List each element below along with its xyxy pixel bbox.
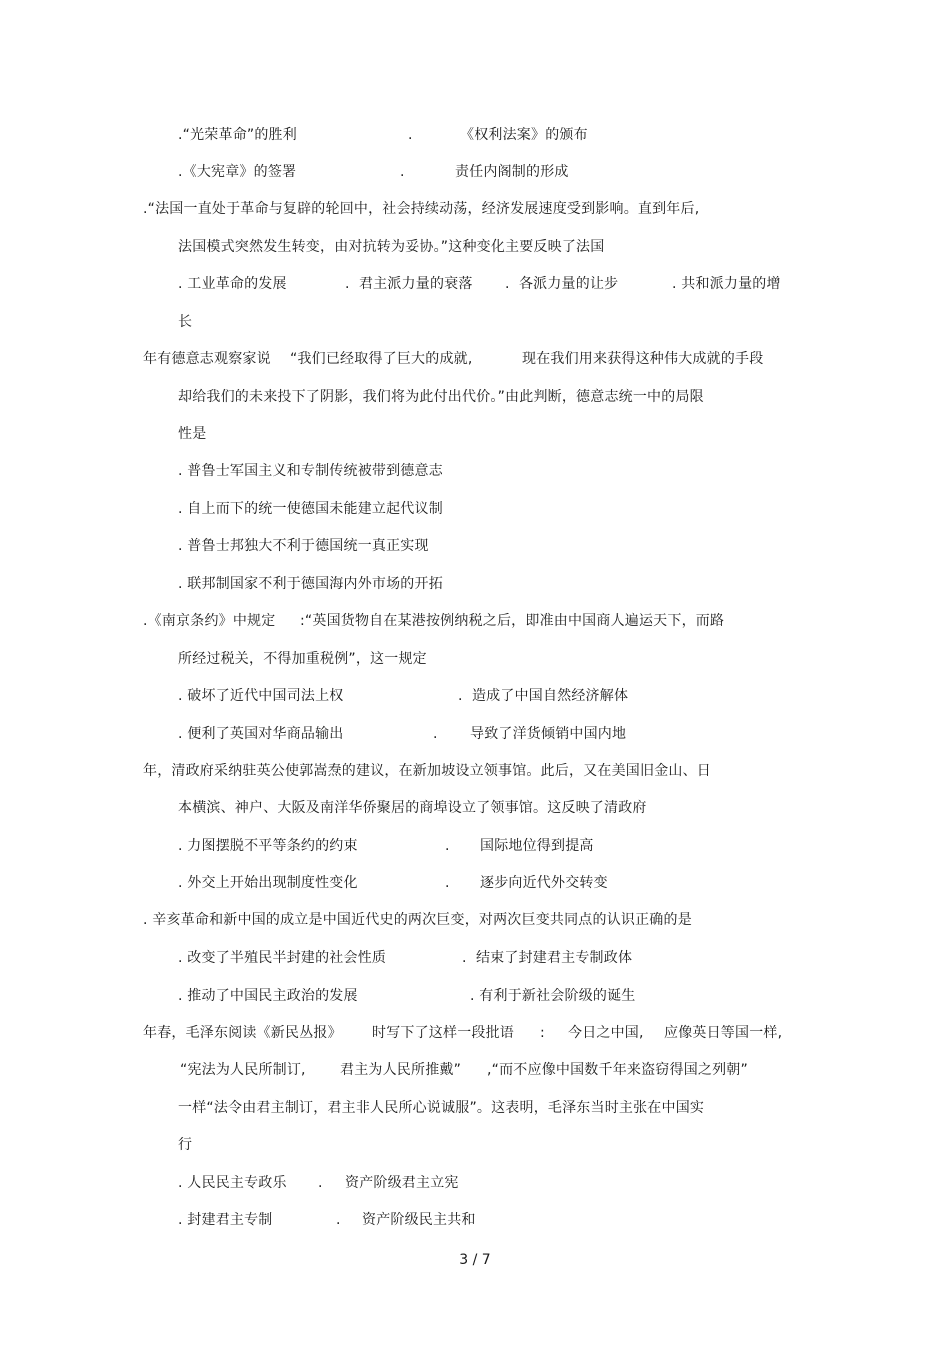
question-stem: :“英国货物自在某港按例纳税之后，即准由中国商人遍运天下，而路 <box>300 613 725 629</box>
question-stem: 现在我们用来获得这种伟大成就的手段 <box>522 351 764 367</box>
question-stem: 行 <box>178 1137 193 1153</box>
option-line: 资产阶级民主共和 <box>362 1212 476 1228</box>
option-line: . 改变了半殖民半封建的社会性质 <box>178 950 387 966</box>
question-stem: 法国模式突然发生转变，由对抗转为妥协。”这种变化主要反映了法国 <box>178 239 605 255</box>
question-stem: 君主为人民所推戴” <box>340 1062 462 1078</box>
option-line: .《大宪章》的签署 <box>178 164 297 180</box>
question-stem: 年，清政府采纳驻英公使郭嵩焘的建议，在新加坡设立领事馆。此后，又在美国旧金山、日 <box>143 763 711 779</box>
question-stem: 所经过税关，不得加重税例”，这一规定 <box>178 651 427 667</box>
question-stem: . 辛亥革命和新中国的成立是中国近代史的两次巨变，对两次巨变共同点的认识正确的是 <box>143 912 692 928</box>
option-line: 国际地位得到提高 <box>480 838 594 854</box>
option-line: . 外交上开始出现制度性变化 <box>178 875 358 891</box>
option-line: 逐步向近代外交转变 <box>480 875 608 891</box>
option-line: . 普鲁士军国主义和专制传统被带到德意志 <box>178 463 443 479</box>
option-line: . 破坏了近代中国司法上权 <box>178 688 344 704</box>
option-line: . 普鲁士邦独大不利于德国统一真正实现 <box>178 538 429 554</box>
option-line: 责任内阁制的形成 <box>455 164 569 180</box>
question-stem: 今日之中国, <box>568 1025 644 1041</box>
option-line: 《权利法案》的颁布 <box>460 127 588 143</box>
option-line: . 便利了英国对华商品输出 <box>178 726 344 742</box>
question-stem: ,“而不应像中国数千年来盗窃得国之列朝” <box>487 1062 748 1078</box>
option-line: . 推动了中国民主政治的发展 <box>178 988 358 1004</box>
question-stem: 性是 <box>178 426 207 442</box>
option-line: . 结束了封建君主专制政体 <box>462 950 633 966</box>
question-stem: .《南京条约》中规定 <box>143 613 276 629</box>
question-stem: 年春，毛泽东阅读《新民丛报》 <box>143 1025 342 1041</box>
option-marker: . <box>408 127 413 143</box>
option-line: . 封建君主专制 <box>178 1212 273 1228</box>
option-line: . 力图摆脱不平等条约的约束 <box>178 838 358 854</box>
option-line: . 共和派力量的增 <box>672 276 781 292</box>
option-line: . 有利于新社会阶级的诞生 <box>470 988 636 1004</box>
option-marker: . <box>445 838 450 854</box>
option-marker: . <box>433 726 438 742</box>
option-marker: . <box>318 1175 323 1191</box>
question-stem: .“法国一直处于革命与复辟的轮回中，社会持续动荡，经济发展速度受到影响。直到年后, <box>143 201 700 217</box>
option-line: . 君主派力量的衰落 <box>345 276 473 292</box>
question-stem: “宪法为人民所制订, <box>180 1062 306 1078</box>
question-stem: 时写下了这样一段批语 <box>372 1025 514 1041</box>
option-marker: . <box>400 164 405 180</box>
option-line: .“光荣革命”的胜利 <box>178 127 297 143</box>
option-line: 长 <box>178 314 193 330</box>
question-stem: 本横滨、神户、大阪及南洋华侨聚居的商埠设立了领事馆。这反映了清政府 <box>178 800 647 816</box>
question-stem: 一样“法令由君主制订，君主非人民所心说诚服”。这表明，毛泽东当时主张在中国实 <box>178 1100 705 1116</box>
question-stem: 却给我们的未来投下了阴影，我们将为此付出代价。”由此判断，德意志统一中的局限 <box>178 389 704 405</box>
option-line: 资产阶级君主立宪 <box>345 1175 459 1191</box>
question-stem: 应像英日等国一样, <box>664 1025 783 1041</box>
option-line: . 自上而下的统一使德国未能建立起代议制 <box>178 501 443 517</box>
option-line: . 各派力量的让步 <box>505 276 619 292</box>
option-marker: . <box>336 1212 341 1228</box>
option-line: . 人民民主专政乐 <box>178 1175 287 1191</box>
option-line: . 联邦制国家不利于德国海内外市场的开拓 <box>178 576 443 592</box>
question-stem: “我们已经取得了巨大的成就, <box>290 351 473 367</box>
option-line: . 工业革命的发展 <box>178 276 287 292</box>
option-line: 导致了洋货倾销中国内地 <box>470 726 627 742</box>
option-marker: . <box>445 875 450 891</box>
option-line: . 造成了中国自然经济解体 <box>458 688 629 704</box>
page-number: 3 / 7 <box>459 1252 491 1268</box>
question-stem: 年有德意志观察家说 <box>143 351 271 367</box>
question-stem: : <box>540 1025 545 1041</box>
